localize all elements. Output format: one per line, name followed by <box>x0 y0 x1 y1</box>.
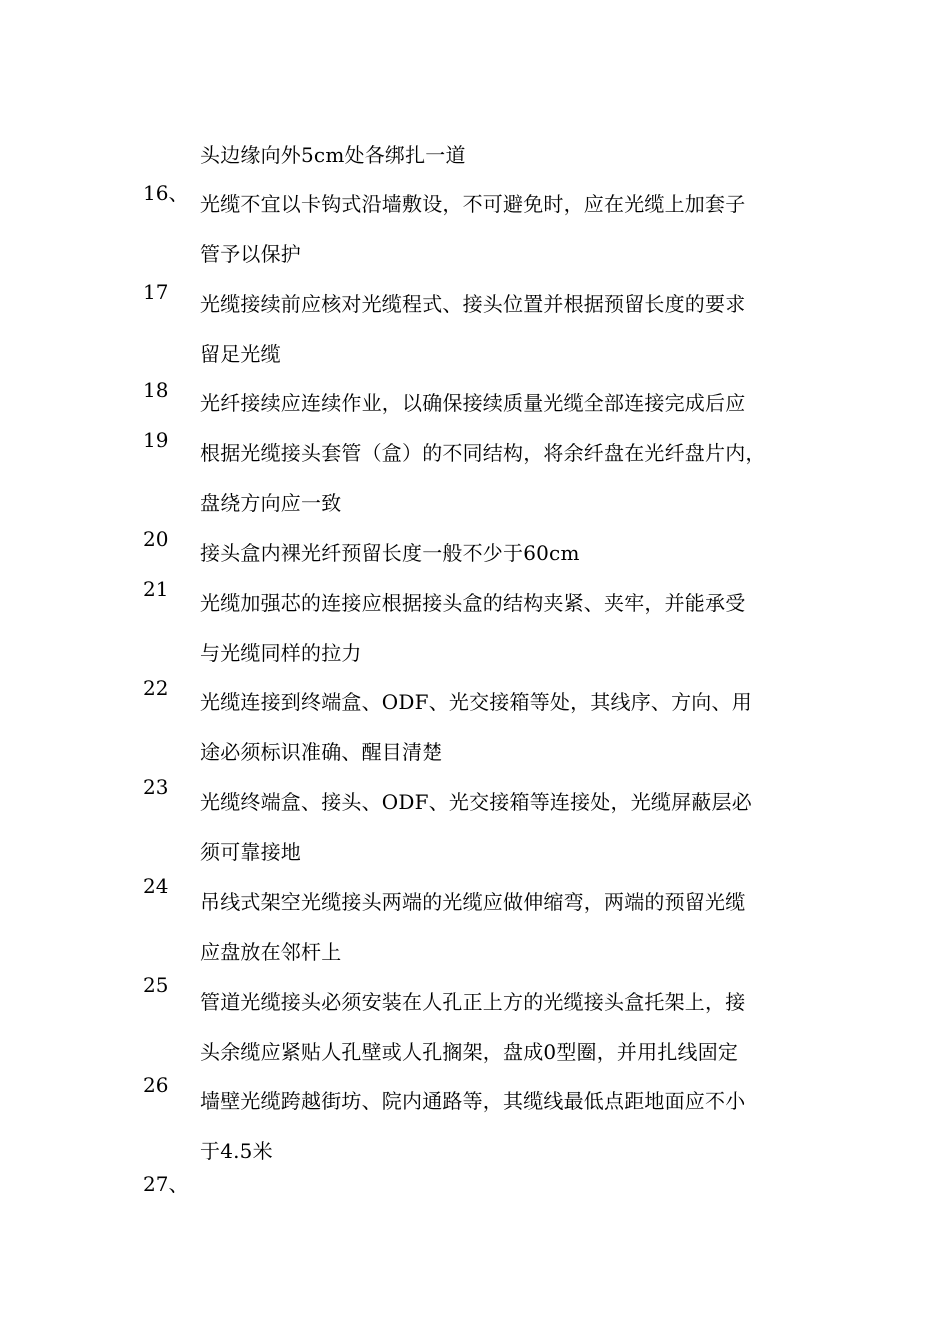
text-line: 光缆接续前应核对光缆程式、接头位置并根据预留长度的要求 <box>200 292 746 316</box>
text-line: 与光缆同样的拉力 <box>200 641 362 665</box>
text-line: 吊线式架空光缆接头两端的光缆应做伸缩弯，两端的预留光缆 <box>200 890 746 914</box>
item-number-20: 20 <box>143 527 169 551</box>
text-line: 头余缆应紧贴人孔壁或人孔搁架，盘成0型圈，并用扎线固定 <box>200 1040 739 1064</box>
item-number-17: 17 <box>143 280 169 304</box>
text-line: 留足光缆 <box>200 342 281 366</box>
text-line: 光纤接续应连续作业，以确保接续质量光缆全部连接完成后应 <box>200 391 746 415</box>
text-line: 光缆终端盒、接头、ODF、光交接箱等连接处，光缆屏蔽层必 <box>200 790 752 814</box>
item-number-18: 18 <box>143 378 169 402</box>
item-number-22: 22 <box>143 676 169 700</box>
text-line: 盘绕方向应一致 <box>200 491 342 515</box>
item-number-19: 19 <box>143 428 169 452</box>
text-line: 管道光缆接头必须安装在人孔正上方的光缆接头盒托架上，接 <box>200 990 746 1014</box>
item-number-21: 21 <box>143 577 169 601</box>
text-line: 墙壁光缆跨越街坊、院内通路等，其缆线最低点距地面应不小 <box>200 1089 746 1113</box>
item-number-23: 23 <box>143 775 169 799</box>
item-number-27: 27、 <box>143 1172 189 1196</box>
text-line: 应盘放在邻杆上 <box>200 940 342 964</box>
text-line: 于4.5米 <box>200 1139 273 1163</box>
item-number-24: 24 <box>143 874 169 898</box>
item-number-26: 26 <box>143 1073 169 1097</box>
text-line: 头边缘向外5cm处各绑扎一道 <box>200 143 466 167</box>
text-line: 根据光缆接头套管（盒）的不同结构，将余纤盘在光纤盘片内， <box>200 441 766 465</box>
text-line: 光缆加强芯的连接应根据接头盒的结构夹紧、夹牢，并能承受 <box>200 591 746 615</box>
text-line: 光缆不宜以卡钩式沿墙敷设，不可避免时，应在光缆上加套子 <box>200 192 746 216</box>
text-line: 途必须标识准确、醒目清楚 <box>200 740 443 764</box>
text-line: 须可靠接地 <box>200 840 301 864</box>
item-number-16: 16、 <box>143 181 189 205</box>
item-number-25: 25 <box>143 973 169 997</box>
text-line: 光缆连接到终端盒、ODF、光交接箱等处，其线序、方向、用 <box>200 690 752 714</box>
text-line: 接头盒内裸光纤预留长度一般不少于60cm <box>200 541 580 565</box>
text-line: 管予以保护 <box>200 242 301 266</box>
